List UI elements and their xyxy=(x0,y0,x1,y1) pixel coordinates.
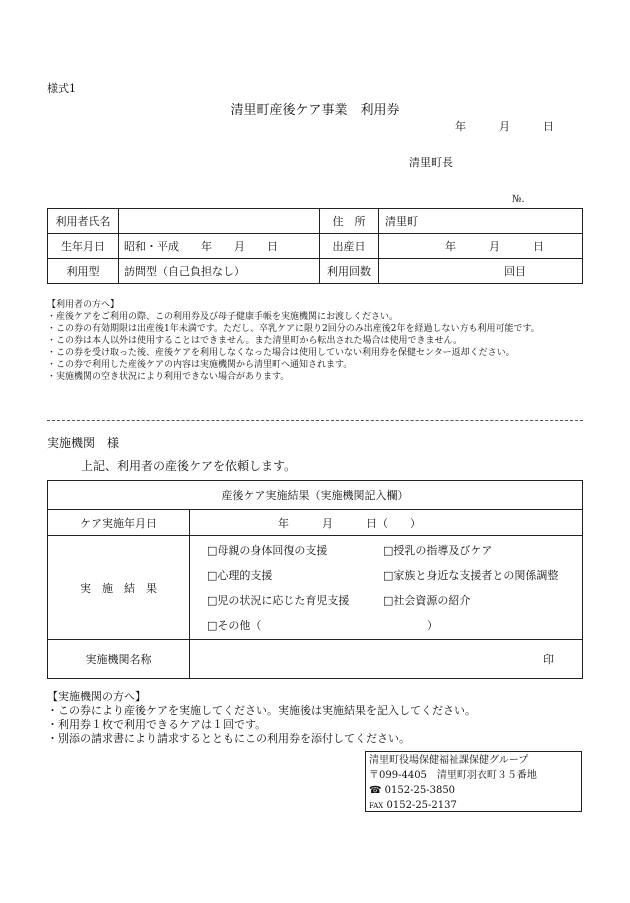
user-note-item: ・この券を受け取った後、産後ケアを利用しなくなった場合は使用していない利用券を保健センター返却ください。 xyxy=(47,348,515,358)
number-label: №. xyxy=(512,194,525,205)
result-header: 産後ケア実施結果（実施機関記入欄） xyxy=(48,481,583,510)
check-physical-recovery[interactable]: □母親の身体回復の支援 xyxy=(207,543,328,557)
address-label: 住 所 xyxy=(320,209,379,234)
type-label: 利用型 xyxy=(48,259,119,284)
result-checks xyxy=(190,536,583,640)
count-label: 利用回数 xyxy=(320,259,379,284)
page-title: 清里町産後ケア事業 利用券 xyxy=(230,103,400,118)
contact-dept: 清里町役場保健福祉課保健グループ xyxy=(369,755,529,766)
org-note-item: ・利用券１枚で利用できるケアは１回です。 xyxy=(47,718,267,731)
cut-line xyxy=(47,420,583,421)
check-psychological[interactable]: □心理的支援 xyxy=(207,568,273,582)
phone-icon: ☎ xyxy=(369,785,382,796)
fax-label: FAX xyxy=(369,802,384,810)
user-notes xyxy=(47,299,587,383)
check-breastfeeding[interactable]: □授乳の指導及びケア xyxy=(383,543,493,557)
user-note-item: ・実施機関の空き状況により利用できない場合があります。 xyxy=(47,372,290,382)
check-childcare[interactable]: □児の状況に応じた育児支援 xyxy=(207,593,350,607)
check-family-relations[interactable]: □家族と身近な支援者との関係調整 xyxy=(383,568,559,582)
contact-tel: 0152-25-3850 xyxy=(384,785,456,796)
user-note-item: ・この券は本人以外は使用することはできません。また清里町から転出された場合は使用できません。 xyxy=(47,336,463,346)
user-info-table xyxy=(47,208,583,284)
type-value: 訪問型（自己負担なし） xyxy=(119,259,320,284)
name-label: 利用者氏名 xyxy=(48,209,119,234)
form-number: 様式1 xyxy=(47,82,76,95)
org-name-field[interactable] xyxy=(190,640,583,679)
contact-fax: 0152-25-2137 xyxy=(386,800,457,811)
date-line: 年 月 日 xyxy=(455,120,554,133)
address-field[interactable]: 清里町 xyxy=(379,209,583,234)
user-note-item: ・この券で利用した産後ケアの内容は実施機関から清里町へ通知されます。 xyxy=(47,360,353,370)
contact-address: 〒099-4405 清里町羽衣町３５番地 xyxy=(369,770,537,781)
request-text: 上記、利用者の産後ケアを依頼します。 xyxy=(81,459,297,473)
name-field[interactable] xyxy=(119,209,320,234)
dob-label: 生年月日 xyxy=(48,234,119,259)
org-note-item: ・別添の請求書により請求するとともにこの利用券を添付してください。 xyxy=(47,732,410,745)
org-notes xyxy=(47,690,476,746)
seal-mark: 印 xyxy=(543,653,554,666)
user-note-item: ・この券の有効期限は出産後1年未満です。ただし、卒乳ケアに限り2回分のみ出産後2年を経過しない方も利用可能です。 xyxy=(47,324,540,334)
dob-field[interactable]: 昭和・平成 年 月 日 xyxy=(119,234,320,259)
mayor-name: 清里町長 xyxy=(409,156,453,169)
birth-label: 出産日 xyxy=(320,234,379,259)
care-date-label: ケア実施年月日 xyxy=(48,510,190,536)
birth-field[interactable]: 年 月 日 xyxy=(379,234,583,259)
org-note-item: ・この券により産後ケアを実施してください。実施後は実施結果を記入してください。 xyxy=(47,704,476,717)
user-note-item: ・産後ケアをご利用の際、この利用券及び母子健康手帳を実施機関にお渡しください。 xyxy=(47,312,399,322)
result-table xyxy=(47,480,583,679)
care-date-field[interactable]: 年 月 日（ ） xyxy=(190,510,583,536)
result-label: 実 施 結 果 xyxy=(48,536,190,640)
check-other[interactable]: □その他（ xyxy=(207,618,262,632)
institution-label: 実施機関 様 xyxy=(47,436,120,450)
org-name-label: 実施機関名称 xyxy=(48,640,190,679)
contact-box xyxy=(365,751,582,812)
org-notes-heading: 【実施機関の方へ】 xyxy=(47,690,146,703)
check-other-close: ） xyxy=(427,618,438,632)
count-field[interactable]: 回目 xyxy=(379,259,583,284)
check-social-resources[interactable]: □社会資源の紹介 xyxy=(383,593,471,607)
user-notes-heading: 【利用者の方へ】 xyxy=(47,300,120,310)
